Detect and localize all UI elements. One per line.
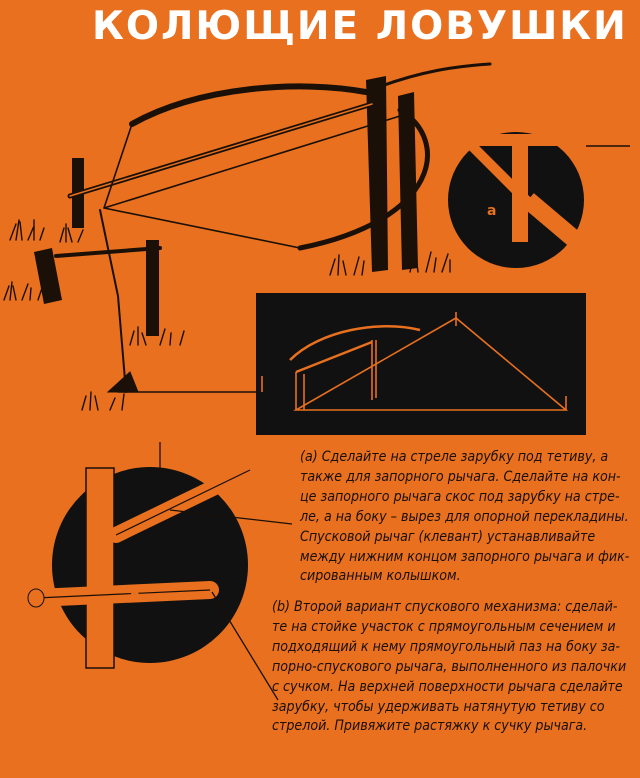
detail-circle-b xyxy=(28,442,292,700)
caption-line: зарубку, чтобы удерживать натянутую тетиву со xyxy=(272,698,605,715)
caption-line: (a) Сделайте на стреле зарубку под тетиву, а xyxy=(300,449,609,465)
caption-line: также для запорного рычага. Сделайте на кон- xyxy=(300,468,621,485)
front-stakes xyxy=(34,158,159,336)
caption-line: порно-спускового рычага, выполненного из палочки xyxy=(272,658,627,675)
caption-b xyxy=(272,598,630,737)
caption-line: те на стойке участок с прямоугольным сечением и xyxy=(272,618,616,635)
caption-line: (b) Второй вариант спускового механизма: сделай- xyxy=(272,599,618,615)
caption-line: между нижним концом запорного рычага и фик- xyxy=(300,548,630,565)
detail-circle-a xyxy=(448,132,630,268)
caption-line: стрелой. Привяжите растяжку к сучку рычага. xyxy=(272,718,588,735)
caption-line: с сучком. На верхней поверхности рычага сделайте xyxy=(272,678,623,695)
caption-line: це запорного рычага скос под зарубку на стре- xyxy=(300,488,620,505)
caption-line: ле, а на боку – вырез для опорной перекладины. xyxy=(300,508,629,525)
caption-a xyxy=(300,448,630,587)
caption-line: подходящий к нему прямоугольный паз на боку за- xyxy=(272,638,620,655)
bowstring xyxy=(104,116,400,248)
overview-panel xyxy=(256,293,586,435)
detail-label-a: a xyxy=(487,203,497,219)
caption-line: сированным колышком. xyxy=(300,568,461,585)
page-title: КОЛЮЩИЕ ЛОВУШКИ xyxy=(92,4,628,49)
caption-line: Спусковой рычаг (клевант) устанавливайте xyxy=(300,528,596,545)
detail-label-b: b xyxy=(130,588,141,604)
